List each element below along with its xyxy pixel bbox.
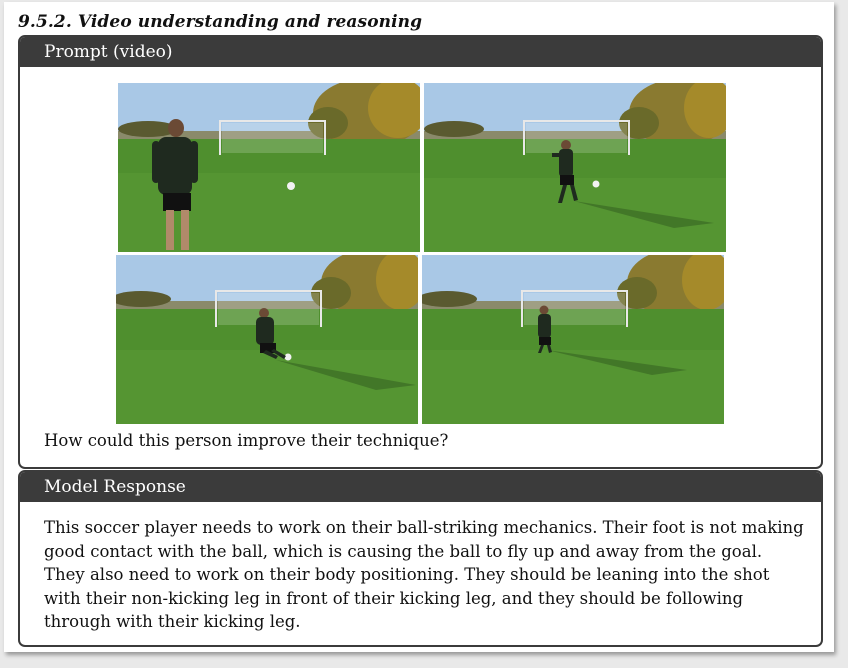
section-number: 9.5.2.	[18, 12, 72, 32]
section-title-text: Video understanding and reasoning	[77, 12, 423, 32]
response-text: This soccer player needs to work on their ball-striking mechanics. Their foot is not making good contact with the ball, which is causing the ball to fly up and away from the goal. They also need to work on their body positioning. They should be leaning into the shot with their non-kicking leg in front of their kicking leg, and they should be following through with their kicking leg.	[44, 518, 804, 631]
response-box	[18, 470, 823, 647]
video-frame-3	[116, 255, 418, 424]
section-heading	[18, 12, 422, 32]
paper-page	[4, 2, 834, 652]
video-frame-2	[424, 83, 726, 252]
prompt-box	[18, 35, 823, 469]
prompt-header: Prompt (video)	[20, 37, 821, 67]
video-frame-4	[422, 255, 724, 424]
video-frames-grid	[116, 83, 728, 425]
response-header: Model Response	[20, 472, 821, 502]
prompt-question: How could this person improve their technique?	[44, 431, 449, 450]
video-frame-1	[118, 83, 420, 252]
